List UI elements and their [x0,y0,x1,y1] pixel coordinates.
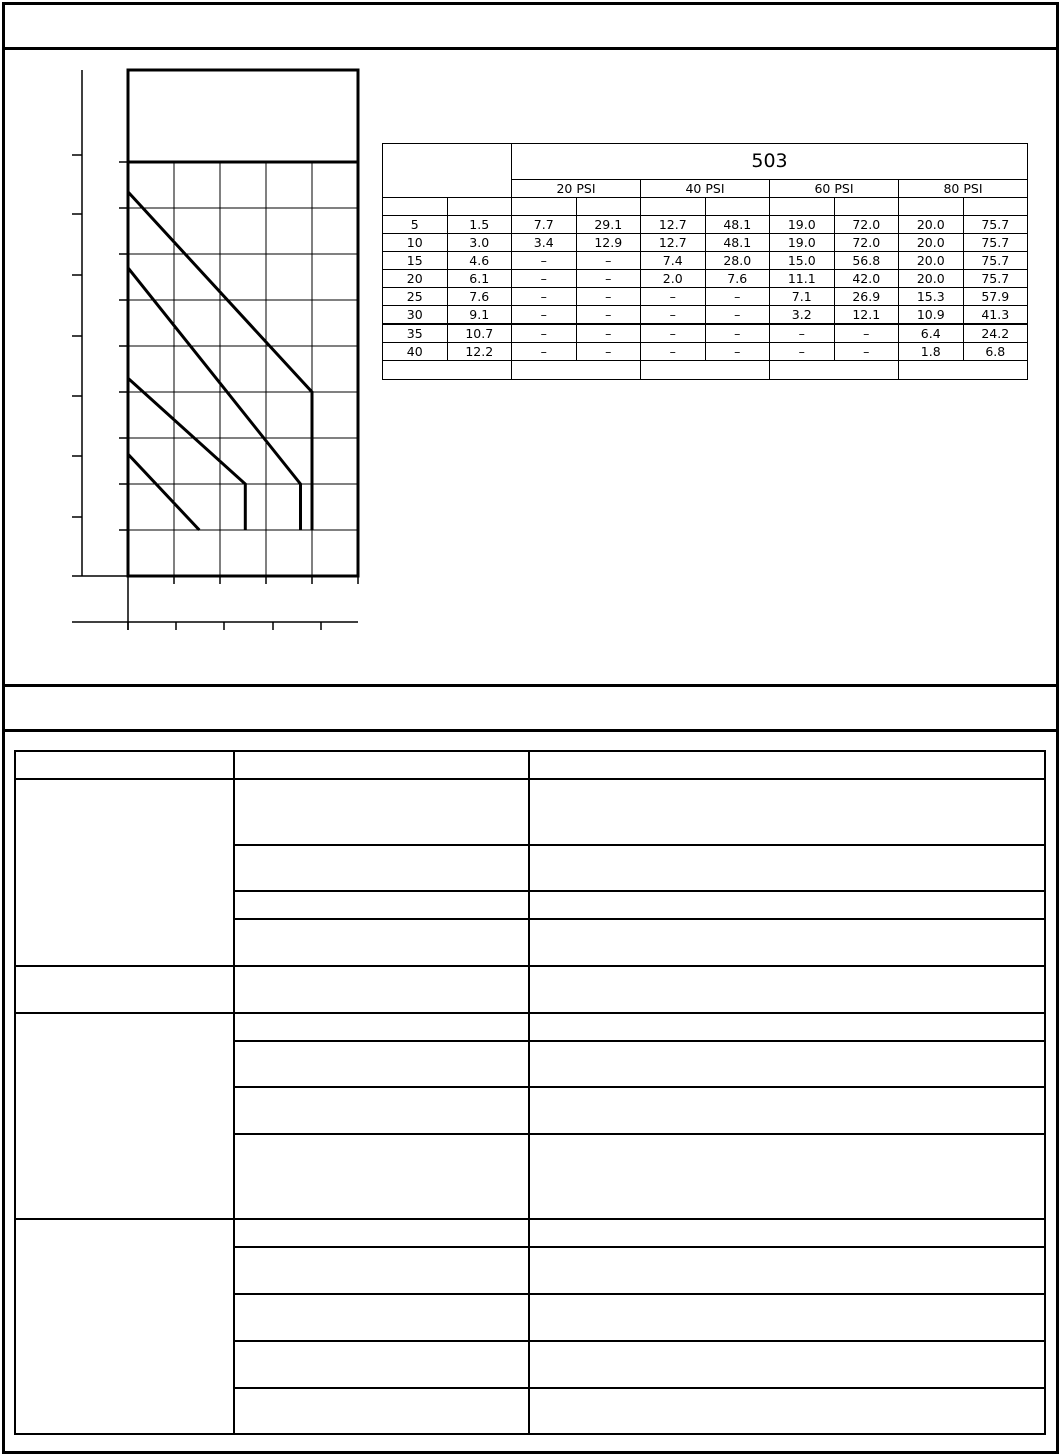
table-cell: – [705,306,770,325]
table-cell: – [770,324,835,343]
table-cell: 48.1 [705,216,770,234]
performance-chart [0,60,380,640]
table-cell: 48.1 [705,234,770,252]
table-cell: 7.6 [705,270,770,288]
table-row [383,324,1028,343]
table-cell: – [834,324,899,343]
table-cell: 3.2 [770,306,835,325]
top-header-band [5,5,1056,47]
table-cell: – [770,343,835,361]
table-cell: 72.0 [834,216,899,234]
pressure-80-header: 80 PSI [899,180,1028,198]
table-cell: 35 [383,324,448,343]
table-cell: 30 [383,306,448,325]
y-axis-ticks [72,155,82,517]
table-cell: – [641,288,706,306]
section-divider-bottom [2,729,1059,732]
table-cell: 5 [383,216,448,234]
table-cell: – [512,343,577,361]
table-cell: 15.0 [770,252,835,270]
table-cell: 56.8 [834,252,899,270]
table-cell: 10.9 [899,306,964,325]
table-cell: 29.1 [576,216,641,234]
table-cell: 75.7 [963,270,1028,288]
table-cell: 10.7 [447,324,512,343]
performance-table [382,143,1028,380]
table-row [383,252,1028,270]
table-cell: 3.4 [512,234,577,252]
table-cell: 57.9 [963,288,1028,306]
section-header-band [5,687,1056,729]
table-cell: 19.0 [770,216,835,234]
table-cell: 12.1 [834,306,899,325]
series-line-3 [128,268,301,530]
table-cell: 72.0 [834,234,899,252]
table-cell: 20.0 [899,234,964,252]
table-row [15,751,1045,779]
table-row [15,966,1045,1013]
table-cell: 26.9 [834,288,899,306]
pressure-60-header: 60 PSI [770,180,899,198]
table-row [383,343,1028,361]
table-cell: 20.0 [899,216,964,234]
table-cell: 7.4 [641,252,706,270]
table-cell: – [576,252,641,270]
table-cell: – [834,343,899,361]
table-cell: 4.6 [447,252,512,270]
table-row [383,270,1028,288]
table-cell: – [512,270,577,288]
table-cell: 40 [383,343,448,361]
table-cell: 12.9 [576,234,641,252]
table-row [383,216,1028,234]
table-cell: 3.0 [447,234,512,252]
table-cell: 6.1 [447,270,512,288]
table-row [383,288,1028,306]
table-cell: – [576,288,641,306]
table-cell: 12.7 [641,234,706,252]
table-cell: 15.3 [899,288,964,306]
table-cell: 7.1 [770,288,835,306]
table-cell: 9.1 [447,306,512,325]
table-cell: 42.0 [834,270,899,288]
troubleshooting-table [14,750,1046,1435]
table-cell: – [641,343,706,361]
table-footer-row [383,361,1028,380]
table-cell: 6.4 [899,324,964,343]
table-cell: 41.3 [963,306,1028,325]
table-row [15,1013,1045,1041]
table-cell: – [512,306,577,325]
performance-rows [383,216,1028,361]
table-cell: – [641,324,706,343]
table-cell: 20.0 [899,270,964,288]
table-cell: – [705,288,770,306]
table-cell: 75.7 [963,234,1028,252]
table-cell: 12.2 [447,343,512,361]
table-cell: 7.7 [512,216,577,234]
table-row [383,234,1028,252]
table-cell: – [576,270,641,288]
chart-grid [128,162,358,576]
series-line-1 [128,454,199,530]
table-cell: 75.7 [963,216,1028,234]
top-header-divider [2,47,1059,50]
chart-title-box [128,70,358,162]
table-cell: – [576,306,641,325]
unit-row [383,198,1028,216]
table-cell: 24.2 [963,324,1028,343]
table-cell: – [705,343,770,361]
table-cell: 75.7 [963,252,1028,270]
table-row [383,306,1028,325]
table-cell: – [641,306,706,325]
table-cell: 10 [383,234,448,252]
table-cell: – [576,343,641,361]
x-axis-secondary [72,576,358,630]
table-cell: 2.0 [641,270,706,288]
table-cell: 6.8 [963,343,1028,361]
table-cell: 12.7 [641,216,706,234]
y-axis [72,70,358,576]
pressure-20-header: 20 PSI [512,180,641,198]
table-cell: 7.6 [447,288,512,306]
table-cell: 19.0 [770,234,835,252]
model-number: 503 [512,144,1028,180]
table-cell: 1.5 [447,216,512,234]
table-cell: – [576,324,641,343]
table-row [15,779,1045,845]
plot-area-frame [128,162,358,576]
table-cell: – [512,324,577,343]
table-cell: 11.1 [770,270,835,288]
series-line-2 [128,378,245,530]
table-row [15,1219,1045,1247]
table-cell: 20 [383,270,448,288]
table-cell: 20.0 [899,252,964,270]
table-cell: – [705,324,770,343]
table-corner-cell [383,144,512,198]
table-cell: 1.8 [899,343,964,361]
pressure-40-header: 40 PSI [641,180,770,198]
table-cell: – [512,252,577,270]
table-cell: 28.0 [705,252,770,270]
table-cell: 15 [383,252,448,270]
table-cell: 25 [383,288,448,306]
table-cell: – [512,288,577,306]
